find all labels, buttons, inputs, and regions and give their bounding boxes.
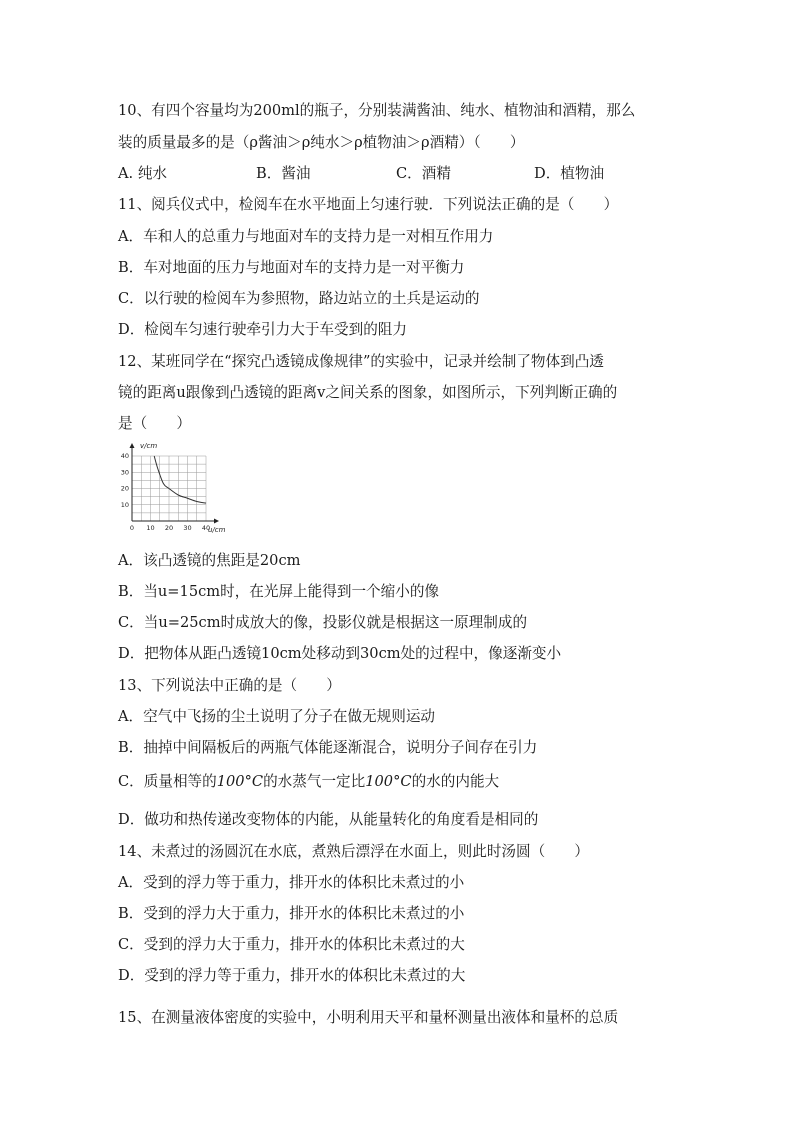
q12-stem-line1: 12、某班同学在“探究凸透镜成像规律”的实验中，记录并绘制了物体到凸透 <box>118 353 604 370</box>
x-tick-label: 10 <box>146 524 155 532</box>
y-axis-arrow <box>130 443 135 448</box>
q12-option-d: D．把物体从距凸透镜10cm处移动到30cm处的过程中，像逐渐变小 <box>118 645 562 662</box>
q13-option-c-text-1: C．质量相等的 <box>118 773 217 790</box>
q10-option-c: C．酒精 <box>396 165 451 182</box>
q13-option-a: A．空气中飞扬的尘土说明了分子在做无规则运动 <box>118 708 436 725</box>
q15-stem-line1: 15、在测量液体密度的实验中，小明利用天平和量杯测量出液体和量杯的总质 <box>118 1009 619 1026</box>
y-tick-label: 30 <box>120 468 129 477</box>
x-tick-label: 0 <box>129 524 135 532</box>
q11-option-c: C．以行驶的检阅车为参照物，路边站立的土兵是运动的 <box>118 290 480 307</box>
q13-option-c-temp-2: 100°C <box>365 773 412 790</box>
x-tick-label: 30 <box>183 524 192 532</box>
x-axis-arrow <box>214 519 219 524</box>
q13-stem: 13、下列说法中正确的是（ ） <box>118 677 341 694</box>
q13-option-c <box>118 772 499 792</box>
uv-graph <box>112 440 230 542</box>
q11-option-a: A．车和人的总重力与地面对车的支持力是一对相互作用力 <box>118 228 494 245</box>
q12-stem-line2: 镜的距离u跟像到凸透镜的距离v之间关系的图象，如图所示，下列判断正确的 <box>118 384 618 401</box>
q14-stem: 14、未煮过的汤圆沉在水底，煮熟后漂浮在水面上，则此时汤圆（ ） <box>118 843 589 860</box>
q10-stem-line2: 装的质量最多的是（ρ酱油＞ρ纯水＞ρ植物油＞ρ酒精）（ ） <box>118 134 525 151</box>
q12-stem-line3: 是（ ） <box>118 415 191 432</box>
q14-option-b: B．受到的浮力大于重力，排开水的体积比未煮过的小 <box>118 905 465 922</box>
y-tick-label: 40 <box>120 452 129 461</box>
q13-option-c-temp-1: 100°C <box>216 773 264 790</box>
x-tick-label: 20 <box>164 524 174 532</box>
q12-option-b: B．当u=15cm时，在光屏上能得到一个缩小的像 <box>118 583 440 600</box>
q10-option-b: B．酱油 <box>256 165 311 182</box>
q13-option-c-text-3: 的水的内能大 <box>411 773 500 790</box>
chart-axes <box>130 443 220 524</box>
q10-stem-line1: 10、有四个容量均为200ml的瓶子，分别装满酱油、纯水、植物油和酒精，那么 <box>118 102 636 119</box>
q13-option-d: D．做功和热传递改变物体的内能，从能量转化的角度看是相同的 <box>118 811 539 828</box>
q10-option-a: A. 纯水 <box>118 165 168 182</box>
q12-option-a: A．该凸透镜的焦距是20cm <box>118 552 301 569</box>
q11-option-b: B．车对地面的压力与地面对车的支持力是一对平衡力 <box>118 259 465 276</box>
q12-option-c: C．当u=25cm时成放大的像，投影仪就是根据这一原理制成的 <box>118 614 528 631</box>
q11-option-d: D．检阅车匀速行驶牵引力大于车受到的阻力 <box>118 321 407 338</box>
y-axis-label: v/cm <box>140 442 158 450</box>
y-tick-label: 10 <box>120 500 129 509</box>
q14-option-a: A．受到的浮力等于重力，排开水的体积比未煮过的小 <box>118 874 465 891</box>
x-axis-label: u/cm <box>208 526 226 534</box>
q14-option-c: C．受到的浮力大于重力，排开水的体积比未煮过的大 <box>118 936 465 953</box>
q10-option-d: D．植物油 <box>534 165 605 182</box>
y-tick-label: 20 <box>120 484 129 493</box>
x-tick-label: 40 <box>201 524 211 532</box>
q13-option-c-text-2: 的水蒸气一定比 <box>263 773 366 790</box>
uv-curve <box>154 456 206 503</box>
q13-option-b: B．抽掉中间隔板后的两瓶气体能逐渐混合，说明分子间存在引力 <box>118 739 538 756</box>
q11-stem: 11、阅兵仪式中，检阅车在水平地面上匀速行驶．下列说法正确的是（ ） <box>118 196 619 213</box>
q14-option-d: D．受到的浮力等于重力，排开水的体积比未煮过的大 <box>118 967 466 984</box>
